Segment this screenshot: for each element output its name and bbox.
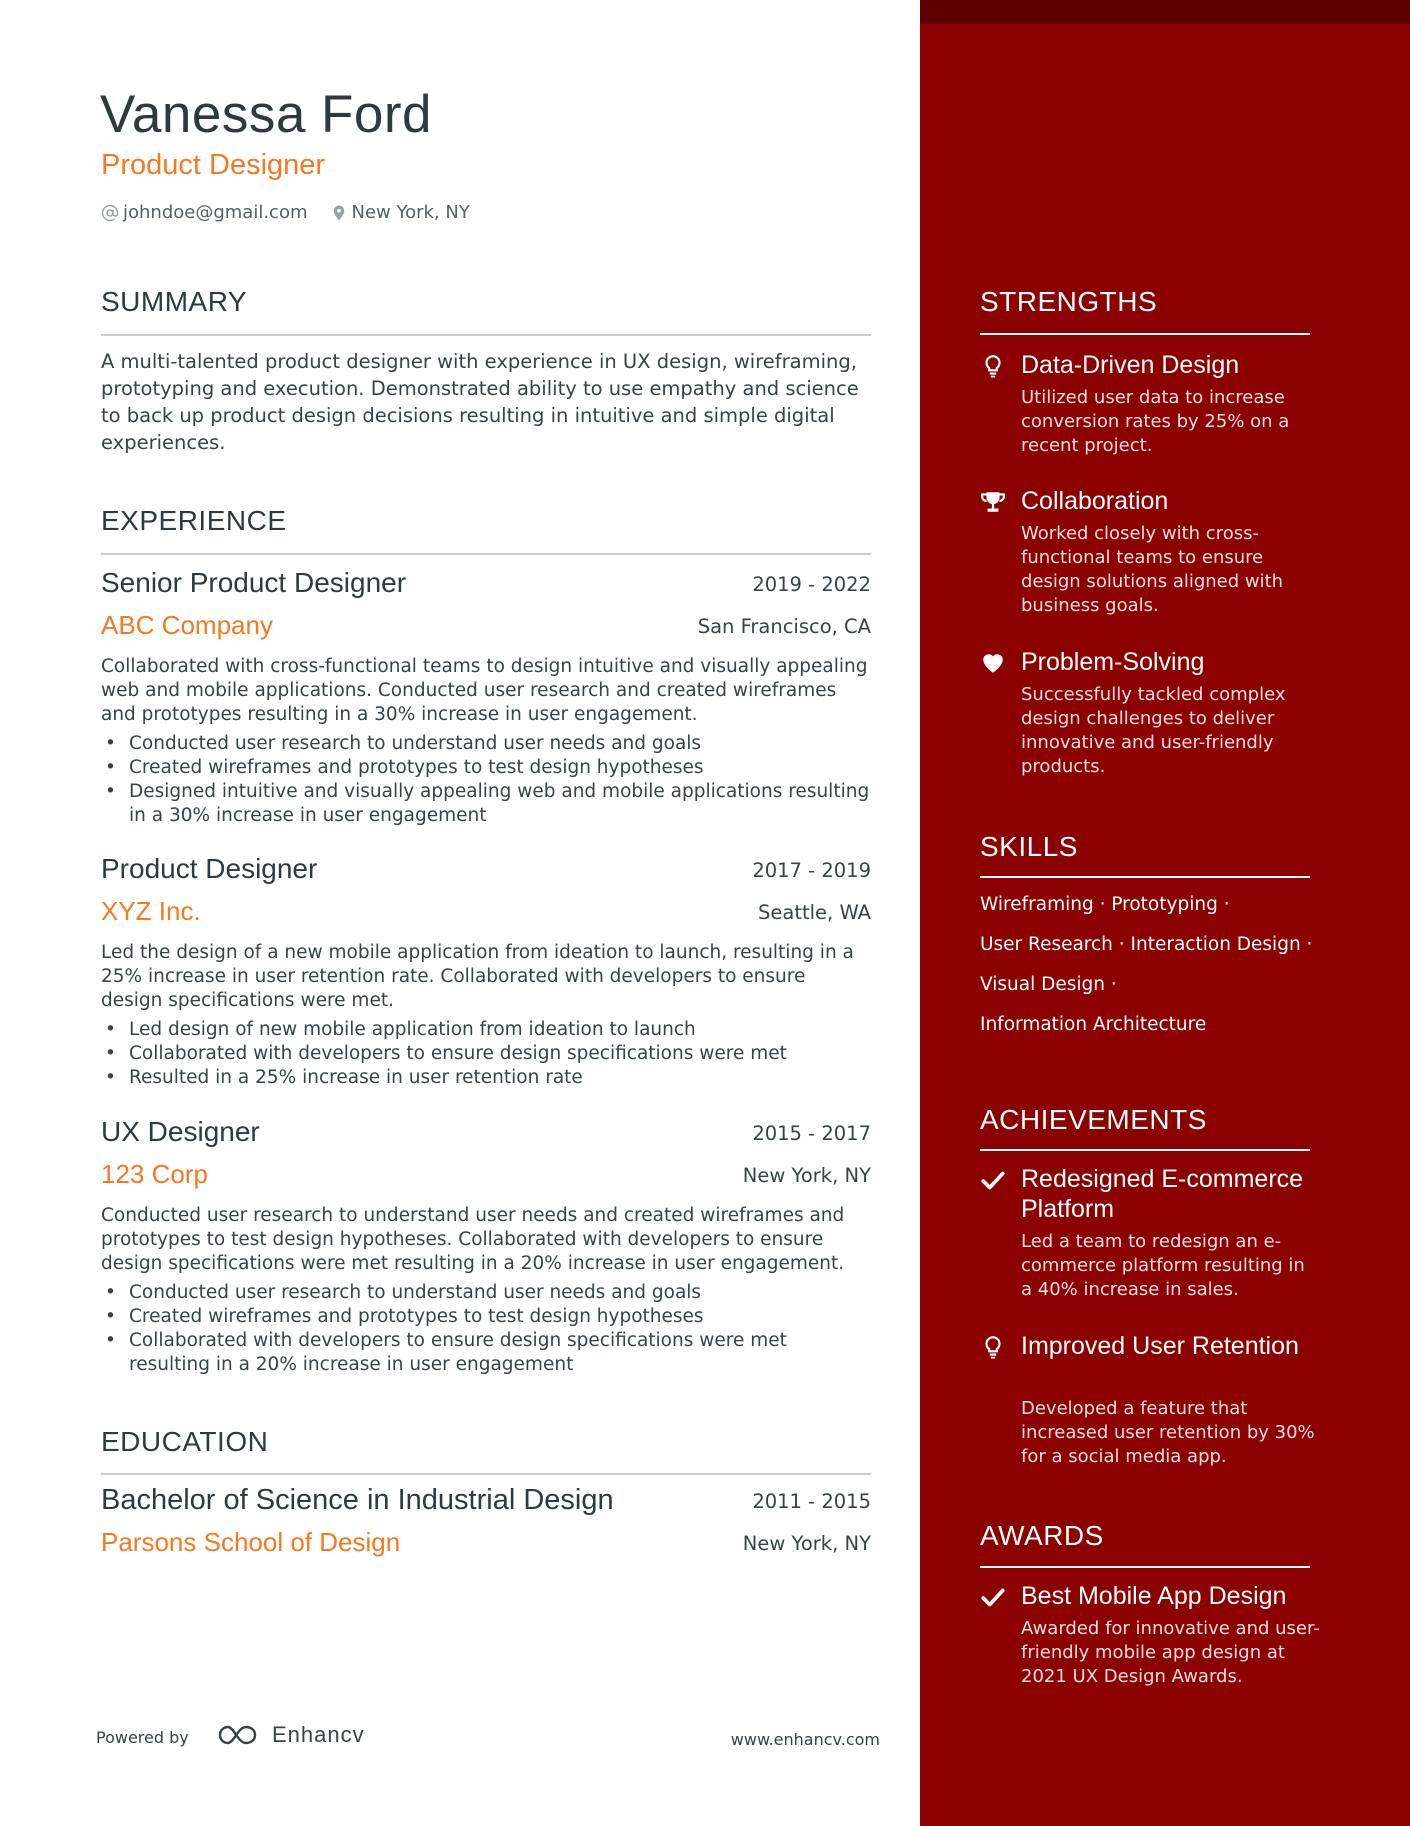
skills-line: Visual Design · (980, 974, 1117, 995)
job-bullet: • Conducted user research to understand user needs and goals (101, 1281, 871, 1305)
job-description: Conducted user research to understand user needs and created wireframes and prototypes to test design hypotheses. Collaborated with developers to ensure design specifications were met resulting in a 20% increase in user engagement. (101, 1205, 845, 1274)
sidebar (920, 0, 1410, 1826)
strength-title: Problem-Solving (1021, 648, 1205, 676)
infinity-logo-icon (214, 1722, 262, 1748)
experience-heading: EXPERIENCE (101, 505, 287, 536)
summary-heading: SUMMARY (101, 286, 248, 317)
skills-divider (980, 876, 1310, 878)
education-heading: EDUCATION (101, 1426, 269, 1457)
brand-name: Enhancv (272, 1722, 365, 1747)
job-company: ABC Company (101, 610, 273, 640)
job-description: Led the design of a new mobile application from ideation to launch, resulting in a 25% increase in user retention rate. Collaborated with developers to ensure design specifications were met. (101, 942, 854, 1011)
powered-by-label: Powered by (96, 1728, 189, 1747)
strength-item (980, 486, 1320, 626)
contact-row (101, 202, 492, 223)
summary-divider (101, 334, 871, 336)
job-title: Product Designer (101, 853, 318, 884)
strength-title: Data-Driven Design (1021, 351, 1240, 379)
job-bullets (101, 1018, 871, 1090)
experience-divider (101, 553, 871, 555)
job-bullet: • Led design of new mobile application from ideation to launch (101, 1018, 871, 1042)
checkmark-icon (980, 1584, 1006, 1610)
education-dates: 2011 - 2015 (752, 1490, 871, 1513)
candidate-name: Vanessa Ford (100, 85, 433, 144)
award-item (980, 1581, 1320, 1721)
achievement-item (980, 1331, 1320, 1471)
location-text: New York, NY (351, 202, 470, 223)
email-contact[interactable] (101, 202, 308, 223)
job-company: 123 Corp (101, 1159, 208, 1189)
job-bullets (101, 1281, 871, 1377)
skills-heading: SKILLS (980, 831, 1078, 862)
summary-text: A multi-talented product designer with experience in UX design, wireframing, prototyping and execution. Demonstrated ability to use empathy and science to back up product design decisions resulting in intuitive and simple digital experiences. (101, 350, 859, 454)
job-description: Collaborated with cross-functional teams to design intuitive and visually appealing web and mobile applications. Conducted user research and created wireframes and prototypes resulting in a 30% increase in user engagement. (101, 656, 868, 725)
awards-heading: AWARDS (980, 1520, 1104, 1551)
job-dates: 2017 - 2019 (752, 859, 871, 882)
skills-line: User Research · Interaction Design · (980, 934, 1313, 955)
strength-text: Successfully tackled complex design challenges to deliver innovative and user-friendly products. (1021, 684, 1286, 777)
achievement-title: Redesigned E-commerce Platform (1021, 1165, 1304, 1223)
sidebar-top-bar (920, 0, 1410, 24)
job-entry (101, 567, 871, 831)
job-title: Senior Product Designer (101, 567, 407, 598)
lightbulb-icon (980, 353, 1006, 379)
job-dates: 2019 - 2022 (752, 573, 871, 596)
candidate-title: Product Designer (101, 149, 326, 181)
trophy-icon (980, 489, 1006, 515)
achievement-text: Led a team to redesign an e-commerce platform resulting in a 40% increase in sales. (1021, 1231, 1305, 1300)
achievements-divider (980, 1149, 1310, 1151)
job-title: UX Designer (101, 1116, 260, 1147)
strengths-divider (980, 333, 1310, 335)
job-bullets (101, 732, 871, 828)
job-bullet: • Created wireframes and prototypes to test design hypotheses (101, 756, 871, 780)
footer (96, 1722, 880, 1756)
award-title: Best Mobile App Design (1021, 1582, 1287, 1610)
heart-icon (980, 650, 1006, 676)
education-location: New York, NY (742, 1532, 871, 1555)
school-name: Parsons School of Design (101, 1527, 401, 1557)
job-entry (101, 1116, 871, 1386)
job-bullet: • Collaborated with developers to ensure design specifications were met (101, 1042, 871, 1066)
award-text: Awarded for innovative and user-friendly mobile app design at 2021 UX Design Awards. (1021, 1618, 1320, 1687)
enhancv-logo[interactable] (214, 1722, 365, 1748)
skills-line: Wireframing · Prototyping · (980, 894, 1230, 915)
achievements-heading: ACHIEVEMENTS (980, 1104, 1207, 1135)
email-text: johndoe@gmail.com (123, 202, 308, 223)
achievement-text: Developed a feature that increased user retention by 30% for a social media app. (1021, 1398, 1315, 1467)
strengths-heading: STRENGTHS (980, 286, 1158, 317)
education-entry (101, 1484, 871, 1564)
checkmark-icon (980, 1167, 1006, 1193)
map-pin-icon (330, 204, 348, 222)
location-contact (330, 202, 470, 223)
achievement-item (980, 1164, 1320, 1304)
job-bullet: • Designed intuitive and visually appealing web and mobile applications resulting in a 30% increase in user engagement (101, 780, 871, 828)
job-bullet: • Created wireframes and prototypes to test design hypotheses (101, 1305, 871, 1329)
strength-item (980, 647, 1320, 787)
awards-divider (980, 1566, 1310, 1568)
job-company: XYZ Inc. (101, 896, 201, 926)
job-location: New York, NY (742, 1164, 871, 1187)
achievement-title: Improved User Retention (1021, 1332, 1299, 1360)
skills-line: Information Architecture (980, 1014, 1207, 1035)
strength-text: Utilized user data to increase conversion rates by 25% on a recent project. (1021, 387, 1290, 456)
job-bullet: • Conducted user research to understand user needs and goals (101, 732, 871, 756)
lightbulb-icon (980, 1334, 1006, 1360)
job-bullet: • Collaborated with developers to ensure design specifications were met resulting in a 20% increase in user engagement (101, 1329, 871, 1377)
strength-text: Worked closely with cross-functional teams to ensure design solutions aligned with business goals. (1021, 523, 1284, 616)
degree-title: Bachelor of Science in Industrial Design (101, 1484, 614, 1516)
job-dates: 2015 - 2017 (752, 1122, 871, 1145)
job-location: Seattle, WA (758, 901, 871, 924)
job-location: San Francisco, CA (697, 615, 871, 638)
job-bullet: • Resulted in a 25% increase in user retention rate (101, 1066, 871, 1090)
strength-title: Collaboration (1021, 487, 1169, 515)
education-divider (101, 1473, 871, 1475)
strength-item (980, 350, 1320, 460)
job-entry (101, 853, 871, 1093)
at-sign-icon (101, 204, 119, 222)
footer-url[interactable]: www.enhancv.com (730, 1730, 880, 1749)
